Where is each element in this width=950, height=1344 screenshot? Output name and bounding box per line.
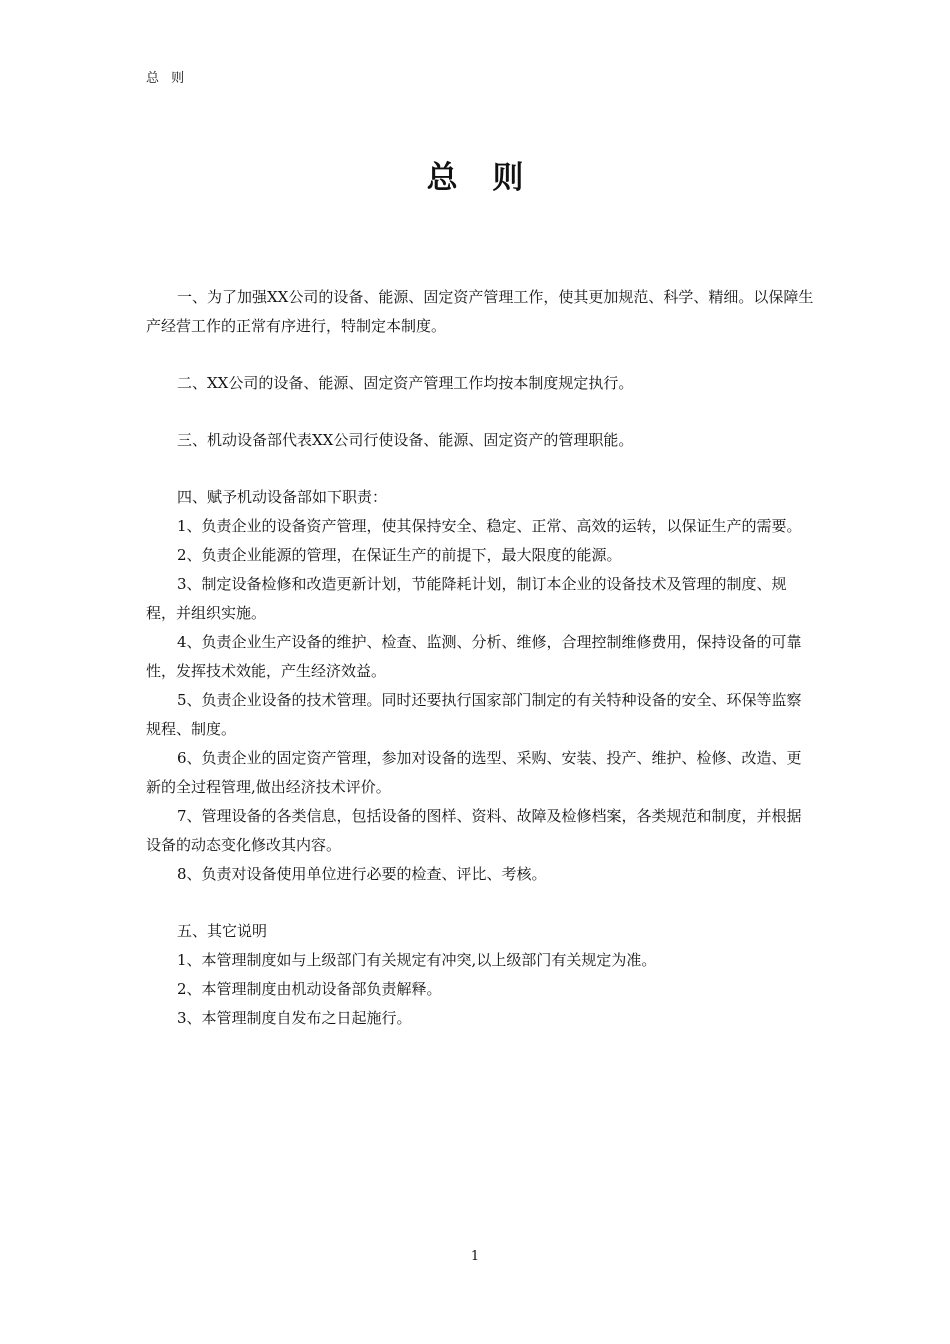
duty-item: 3、制定设备检修和改造更新计划，节能降耗计划，制订本企业的设备技术及管理的制度、规程，并组织实施。	[146, 575, 787, 622]
clause-2: 二、XX公司的设备、能源、固定资产管理工作均按本制度规定执行。	[177, 374, 634, 392]
clause-4-heading: 四、赋予机动设备部如下职责：	[177, 488, 388, 506]
clause-1: 一、为了加强XX公司的设备、能源、固定资产管理工作，使其更加规范、科学、精细。以保障生产经营工作的正常有序进行，特制定本制度。	[146, 288, 814, 335]
clause-3: 三、机动设备部代表XX公司行使设备、能源、固定资产的管理职能。	[177, 431, 634, 449]
duty-item: 4、负责企业生产设备的维护、检查、监测、分析、维修，合理控制维修费用，保持设备的可靠性，发挥技术效能，产生经济效益。	[146, 633, 802, 680]
clause-5-heading: 五、其它说明	[177, 922, 268, 940]
duty-item: 6、负责企业的固定资产管理，参加对设备的选型、采购、安装、投产、维护、检修、改造、更新的全过程管理,做出经济技术评价。	[146, 749, 802, 796]
duty-item: 2、负责企业能源的管理，在保证生产的前提下，最大限度的能源。	[177, 546, 622, 564]
document-body	[146, 283, 816, 1033]
duty-item: 8、负责对设备使用单位进行必要的检查、评比、考核。	[177, 865, 547, 883]
note-item: 1、本管理制度如与上级部门有关规定有冲突,以上级部门有关规定为准。	[177, 951, 657, 969]
page-header: 总 则	[146, 71, 189, 86]
note-item: 2、本管理制度由机动设备部负责解释。	[177, 980, 442, 998]
duty-item: 5、负责企业设备的技术管理。同时还要执行国家部门制定的有关特种设备的安全、环保等监察规程、制度。	[146, 691, 802, 738]
document-title: 总 则	[426, 160, 536, 196]
note-item: 3、本管理制度自发布之日起施行。	[177, 1009, 412, 1027]
page-number: 1	[470, 1249, 480, 1264]
duty-item: 7、管理设备的各类信息，包括设备的图样、资料、故障及检修档案，各类规范和制度，并根据设备的动态变化修改其内容。	[146, 807, 802, 854]
duty-item: 1、负责企业的设备资产管理，使其保持安全、稳定、正常、高效的运转，以保证生产的需要。	[177, 517, 802, 535]
